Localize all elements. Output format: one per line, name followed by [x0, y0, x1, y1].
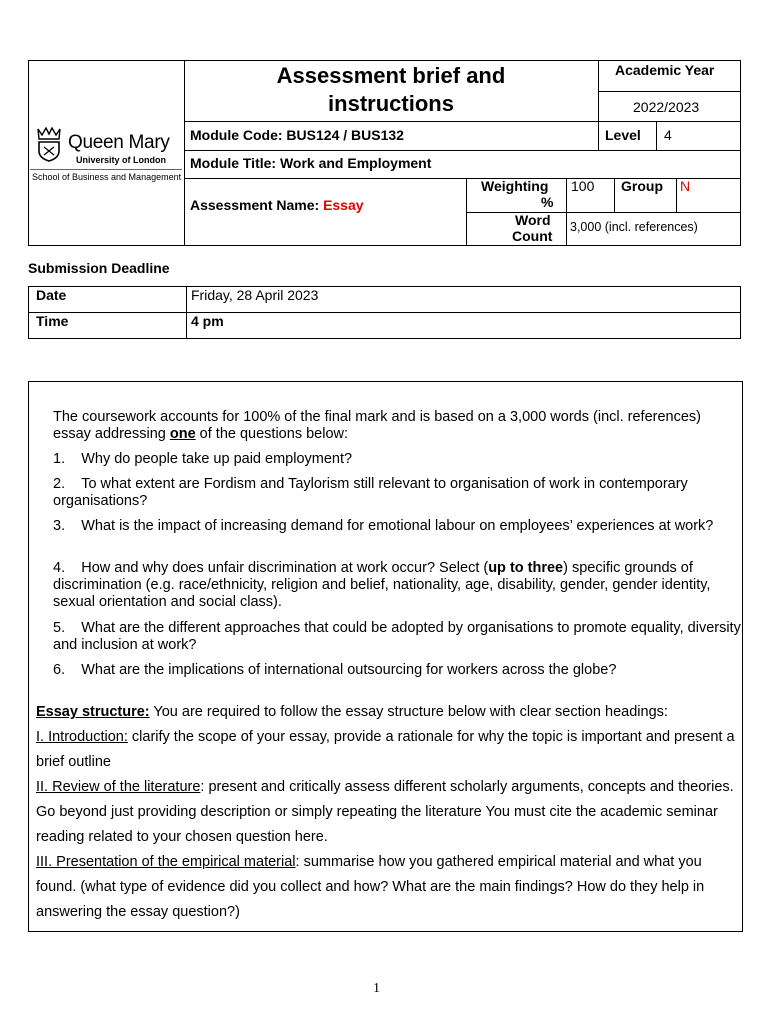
essay-structure-heading: Essay structure:: [36, 704, 150, 720]
module-title: Module Title: Work and Employment: [190, 155, 432, 171]
page-number: 1: [373, 981, 380, 996]
group-value: N: [680, 178, 691, 194]
question-6: 6. What are the implications of international outsourcing for workers across the globe?: [53, 662, 617, 678]
intro-paragraph: The coursework accounts for 100% of the final mark and is based on a 3,000 words (incl. references) essay addressing one of the questions below:: [53, 409, 701, 442]
group-label: Group: [621, 178, 663, 194]
question-5: 5. What are the different approaches that could be adopted by organisations to promote equality, diversity and inclusion at work?: [53, 620, 741, 653]
intro-one-emphasis: one: [169, 426, 196, 442]
essay-structure: Essay structure: You are required to follow the essay structure below with clear section headings: I. Introduction: clarify the scope of your essay, provide a rationale for why the topic is important and present a brief outline II. Review of the literature: present and critically assess different scholarly arguments, concepts and theories. Go beyond just providing description or simply repeating the literature You must cite the academic seminar reading related to your chosen question here. III. Presentation of the empirical material: summarise how you gathered empirical material and what you found. (what type of evidence did you collect and how? What are the main findings? How do they help in answering the essay question?): [36, 704, 735, 920]
section-empirical-material: III. Presentation of the empirical material: [36, 854, 296, 870]
date-value: Friday, 28 April 2023: [191, 287, 319, 303]
question-1: 1. Why do people take up paid employment?: [53, 451, 353, 467]
question-2: 2. To what extent are Fordism and Taylorism still relevant to organisation of work in contemporary organisations?: [53, 476, 688, 509]
section-introduction: I. Introduction:: [36, 729, 128, 745]
word-count-value: 3,000 (incl. references): [570, 220, 698, 234]
date-label: Date: [36, 287, 67, 303]
academic-year-label: Academic Year: [615, 62, 715, 78]
weighting-label: Weighting: [481, 178, 549, 194]
time-value: 4 pm: [191, 313, 224, 329]
word-count-label-2: Count: [512, 228, 553, 244]
section-literature-review: II. Review of the literature: [36, 779, 201, 795]
submission-heading: Submission Deadline: [28, 260, 170, 276]
word-count-label: Word: [515, 212, 551, 228]
assessment-name-label: Assessment Name:: [190, 197, 324, 213]
logo-divider: [184, 60, 185, 246]
level-label: Level: [605, 127, 641, 143]
logo-subtitle: University of London: [76, 155, 166, 165]
queen-mary-logo: [30, 120, 182, 190]
time-label: Time: [36, 313, 69, 329]
logo-name: Queen Mary: [68, 132, 170, 153]
assessment-name: [190, 197, 364, 213]
weighting-value: 100: [571, 178, 595, 194]
crown-shield-icon: [34, 127, 64, 163]
weighting-percent-label: %: [541, 194, 554, 210]
page-title: Assessment brief and instructions: [276, 63, 506, 116]
level-value: 4: [664, 127, 672, 143]
logo-school: School of Business and Management: [32, 172, 182, 182]
module-code: Module Code: BUS124 / BUS132: [190, 127, 404, 143]
academic-year-value: 2022/2023: [633, 99, 700, 115]
question-4: 4. How and why does unfair discrimination at work occur? Select (up to three) specific grounds of discrimination (e.g. race/ethnicity, religion and belief, nationality, age, disability, gender, gender identity, sexual orientation and social class).: [53, 560, 711, 610]
question-3: 3. What is the impact of increasing demand for emotional labour on employees’ experiences at work?: [53, 518, 714, 534]
assessment-name-value: Essay: [323, 197, 364, 213]
